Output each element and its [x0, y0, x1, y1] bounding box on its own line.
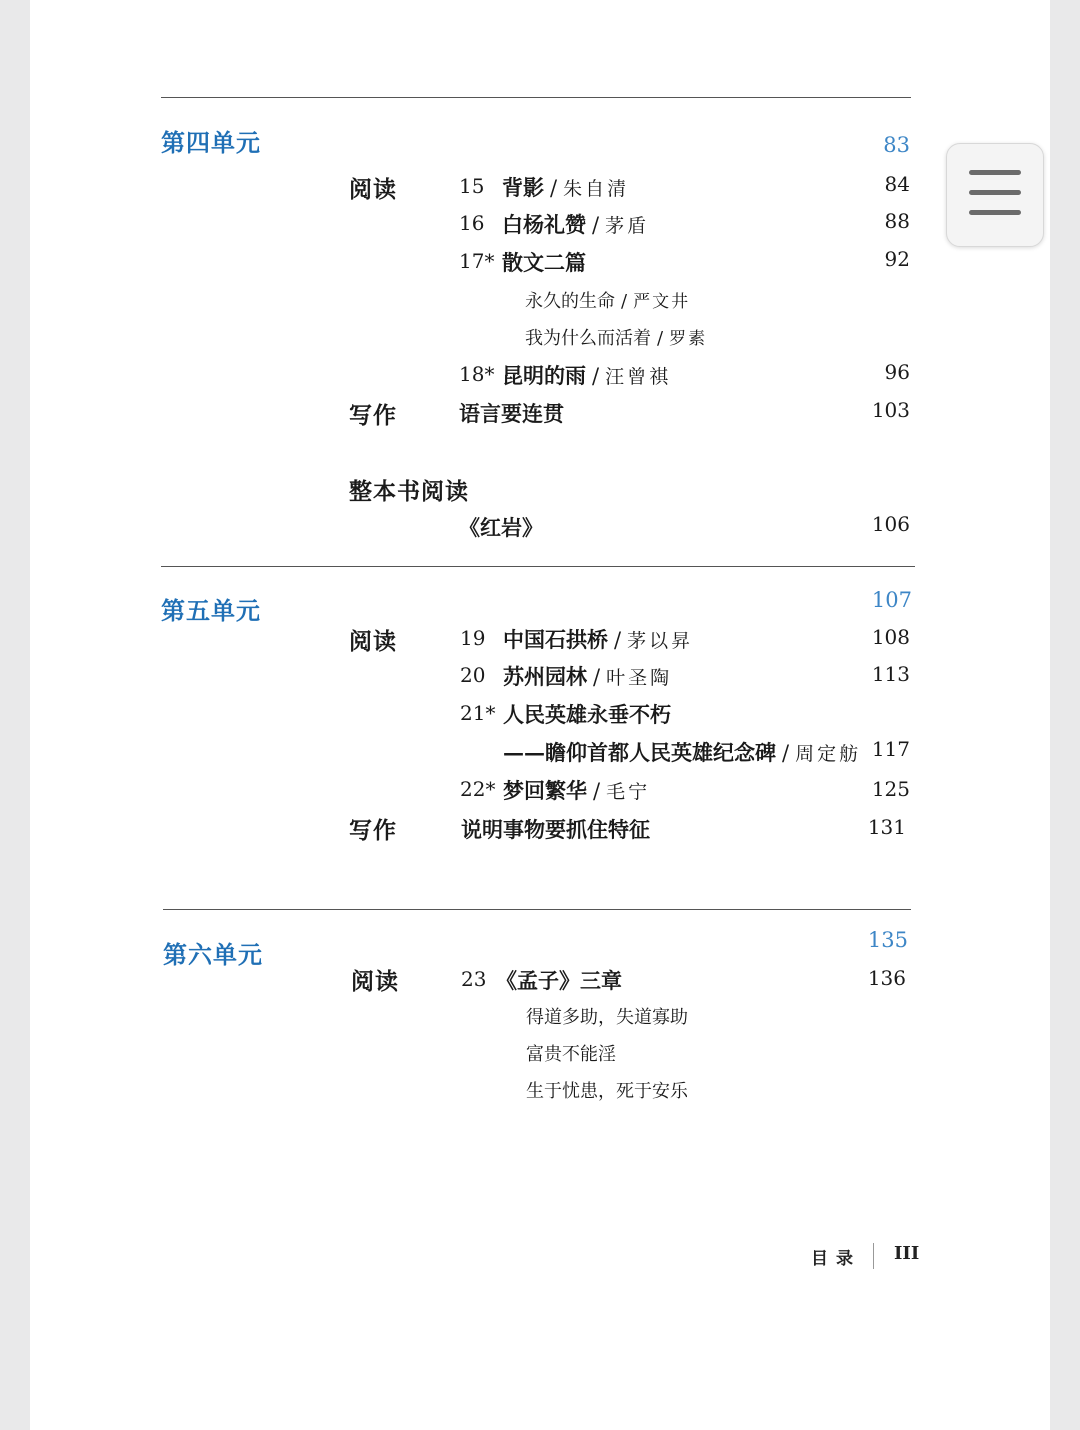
toc-entry[interactable]: 中国石拱桥 / 茅以昇 [503, 627, 694, 652]
book-page [30, 0, 1050, 1430]
lesson-author: 朱自清 [563, 178, 630, 200]
sub-entry[interactable]: 我为什么而活着 / 罗素 [525, 328, 708, 349]
lesson-number: 20 [460, 663, 486, 687]
entry-page-number: 113 [871, 662, 910, 686]
footer-divider [873, 1243, 874, 1269]
sub-title: 富贵不能淫 [526, 1044, 616, 1065]
toc-entry[interactable] [459, 512, 543, 542]
toc-entry[interactable]: 昆明的雨 / 汪曾祺 [502, 363, 672, 388]
lesson-number: 21* [460, 701, 496, 725]
category-reading: 阅读 [349, 628, 397, 655]
unit-title: 第六单元 [163, 940, 263, 969]
toc-entry[interactable] [503, 699, 671, 729]
lesson-author: 茅以昇 [627, 630, 694, 652]
unit-page-number: 83 [883, 133, 910, 157]
sub-title: 永久的生命 [525, 291, 615, 312]
category-reading: 阅读 [349, 176, 397, 203]
category-whole-book-reading: 整本书阅读 [349, 478, 469, 505]
unit-page-number: 107 [871, 588, 912, 612]
entry-page-number: 103 [871, 398, 910, 422]
sub-title: 生于忧患，死于安乐 [526, 1081, 688, 1102]
entry-page-number: 96 [884, 360, 910, 384]
sub-entry[interactable]: 永久的生命 / 严文井 [525, 291, 691, 312]
sub-author: 罗素 [669, 329, 708, 349]
entry-page-number: 125 [871, 777, 910, 801]
unit-page-number: 135 [867, 928, 908, 952]
unit-title: 第四单元 [161, 128, 261, 157]
toc-entry-subtitle[interactable]: ——瞻仰首都人民英雄纪念碑 / 周定舫 [503, 740, 862, 765]
lesson-number: 17* [459, 249, 495, 273]
lesson-author: 汪曾祺 [605, 366, 672, 388]
entry-page-number: 131 [867, 815, 906, 839]
lesson-subtitle: ——瞻仰首都人民英雄纪念碑 [503, 740, 776, 765]
category-reading: 阅读 [351, 968, 399, 995]
sub-entry[interactable] [526, 1040, 616, 1066]
entry-page-number: 136 [867, 966, 906, 990]
sub-title: 得道多助，失道寡助 [526, 1007, 688, 1028]
toc-entry[interactable] [502, 247, 586, 277]
unit-title: 第五单元 [161, 596, 261, 625]
footer-page-number: III [894, 1243, 920, 1264]
footer-label: 目录 [811, 1249, 861, 1269]
writing-title: 说明事物要抓住特征 [461, 817, 650, 842]
entry-page-number: 117 [871, 737, 910, 761]
lesson-title: 人民英雄永垂不朽 [503, 702, 671, 727]
lesson-title: 中国石拱桥 [503, 627, 608, 652]
lesson-title: 梦回繁华 [503, 778, 587, 803]
lesson-number: 23 [461, 967, 487, 991]
entry-page-number: 84 [884, 172, 910, 196]
toc-entry[interactable]: 梦回繁华 / 毛宁 [503, 778, 651, 803]
entry-page-number: 92 [884, 247, 910, 271]
unit-divider [161, 566, 915, 567]
lesson-number: 16 [459, 211, 485, 235]
writing-title: 语言要连贯 [459, 401, 564, 426]
entry-page-number: 108 [871, 625, 910, 649]
lesson-title: 《孟子》三章 [496, 968, 622, 993]
lesson-number: 15 [459, 174, 485, 198]
toc-entry[interactable] [461, 814, 650, 844]
sub-author: 严文井 [633, 292, 691, 312]
menu-button[interactable] [946, 143, 1044, 247]
lesson-number: 19 [460, 626, 486, 650]
lesson-title: 背影 [502, 175, 544, 200]
category-writing: 写作 [349, 402, 397, 429]
lesson-author: 叶圣陶 [606, 667, 673, 689]
toc-entry[interactable] [496, 965, 622, 995]
entry-page-number: 88 [884, 209, 910, 233]
unit-divider [163, 909, 911, 910]
toc-entry[interactable]: 背影 / 朱自清 [502, 175, 630, 200]
unit-divider [161, 97, 911, 98]
lesson-author: 茅盾 [605, 215, 650, 237]
lesson-author: 毛宁 [606, 781, 651, 803]
entry-page-number: 106 [871, 512, 910, 536]
lesson-title: 苏州园林 [503, 664, 587, 689]
toc-entry[interactable]: 白杨礼赞 / 茅盾 [502, 212, 650, 237]
lesson-title: 白杨礼赞 [502, 212, 586, 237]
category-writing: 写作 [349, 817, 397, 844]
sub-entry[interactable] [526, 1003, 688, 1029]
toc-entry[interactable]: 苏州园林 / 叶圣陶 [503, 664, 673, 689]
lesson-title: 散文二篇 [502, 250, 586, 275]
lesson-number: 22* [460, 777, 496, 801]
lesson-title: 昆明的雨 [502, 363, 586, 388]
sub-entry[interactable] [526, 1077, 688, 1103]
lesson-number: 18* [459, 362, 495, 386]
lesson-author: 周定舫 [795, 743, 862, 765]
toc-entry[interactable] [459, 398, 564, 428]
book-title: 《红岩》 [459, 515, 543, 540]
sub-title: 我为什么而活着 [525, 328, 651, 349]
